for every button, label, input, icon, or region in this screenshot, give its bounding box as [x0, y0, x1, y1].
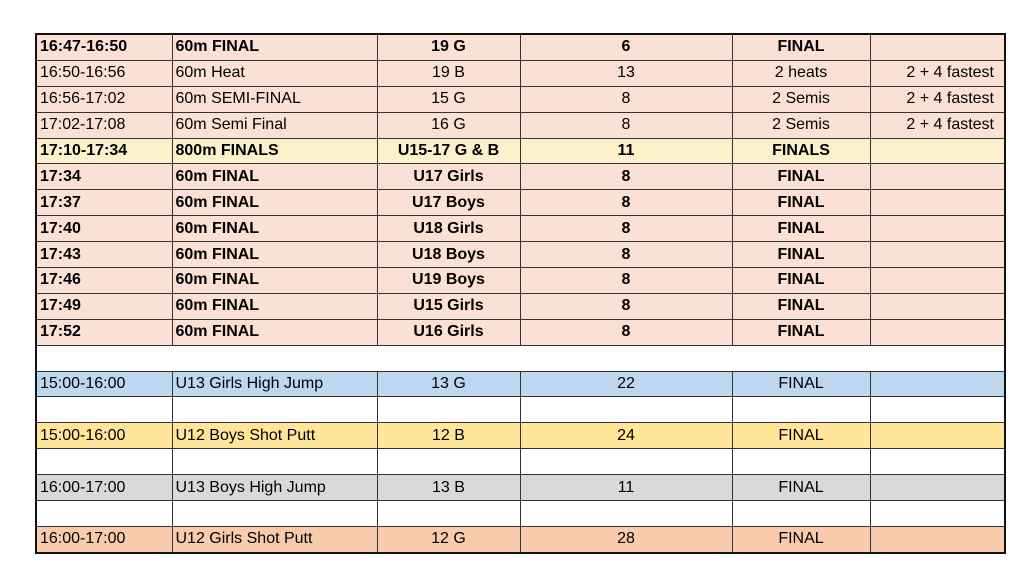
note-cell: [870, 371, 1005, 397]
round-cell: [732, 397, 870, 423]
group-cell: [377, 501, 520, 527]
event-cell: 60m FINAL: [172, 242, 377, 268]
schedule-row: [36, 475, 1005, 501]
time-cell: 16:00-17:00: [36, 475, 172, 501]
note-cell: [870, 34, 1005, 60]
schedule-row: [36, 423, 1005, 449]
round-cell: [732, 501, 870, 527]
count-cell: 6: [520, 34, 732, 60]
group-cell: [377, 449, 520, 475]
time-cell: [36, 449, 172, 475]
count-cell: 24: [520, 423, 732, 449]
round-cell: FINAL: [732, 242, 870, 268]
count-cell: 8: [520, 190, 732, 216]
group-cell: 16 G: [377, 112, 520, 138]
spacer-row: [36, 345, 1005, 371]
group-cell: 19 G: [377, 34, 520, 60]
schedule-row: [36, 34, 1005, 60]
note-cell: [870, 216, 1005, 242]
schedule-row: [36, 164, 1005, 190]
note-cell: [870, 190, 1005, 216]
count-cell: [520, 449, 732, 475]
count-cell: 11: [520, 138, 732, 164]
count-cell: 8: [520, 164, 732, 190]
schedule-row: [36, 86, 1005, 112]
round-cell: FINAL: [732, 293, 870, 319]
round-cell: FINAL: [732, 164, 870, 190]
group-cell: U18 Boys: [377, 242, 520, 268]
time-cell: 17:52: [36, 319, 172, 345]
count-cell: [520, 397, 732, 423]
schedule-row: [36, 268, 1005, 294]
count-cell: 22: [520, 371, 732, 397]
event-cell: 60m FINAL: [172, 216, 377, 242]
note-cell: [870, 164, 1005, 190]
note-cell: 2 + 4 fastest: [870, 86, 1005, 112]
event-cell: [172, 449, 377, 475]
time-cell: 17:10-17:34: [36, 138, 172, 164]
count-cell: 13: [520, 60, 732, 86]
note-cell: [870, 319, 1005, 345]
group-cell: 12 B: [377, 423, 520, 449]
count-cell: 8: [520, 293, 732, 319]
time-cell: 17:46: [36, 268, 172, 294]
note-cell: [870, 501, 1005, 527]
event-cell: U12 Girls Shot Putt: [172, 526, 377, 552]
count-cell: [520, 501, 732, 527]
note-cell: [870, 449, 1005, 475]
round-cell: FINAL: [732, 216, 870, 242]
event-cell: 60m FINAL: [172, 268, 377, 294]
event-cell: [172, 501, 377, 527]
round-cell: FINAL: [732, 423, 870, 449]
time-cell: 17:40: [36, 216, 172, 242]
time-cell: 17:49: [36, 293, 172, 319]
note-cell: [870, 475, 1005, 501]
count-cell: 8: [520, 242, 732, 268]
round-cell: FINAL: [732, 475, 870, 501]
schedule-row: [36, 449, 1005, 475]
time-cell: 17:43: [36, 242, 172, 268]
round-cell: 2 Semis: [732, 112, 870, 138]
group-cell: U18 Girls: [377, 216, 520, 242]
event-cell: 60m FINAL: [172, 34, 377, 60]
event-cell: U13 Boys High Jump: [172, 475, 377, 501]
count-cell: 8: [520, 268, 732, 294]
event-cell: U13 Girls High Jump: [172, 371, 377, 397]
time-cell: 17:37: [36, 190, 172, 216]
spacer-cell: [36, 345, 1005, 371]
event-cell: 60m SEMI-FINAL: [172, 86, 377, 112]
note-cell: [870, 242, 1005, 268]
group-cell: 19 B: [377, 60, 520, 86]
note-cell: [870, 268, 1005, 294]
event-cell: 60m FINAL: [172, 190, 377, 216]
schedule-row: [36, 190, 1005, 216]
event-cell: U12 Boys Shot Putt: [172, 423, 377, 449]
time-cell: [36, 397, 172, 423]
group-cell: U17 Girls: [377, 164, 520, 190]
schedule-row: [36, 526, 1005, 552]
count-cell: 11: [520, 475, 732, 501]
count-cell: 8: [520, 86, 732, 112]
group-cell: 15 G: [377, 86, 520, 112]
schedule-table: [35, 33, 1006, 554]
time-cell: [36, 501, 172, 527]
schedule-row: [36, 60, 1005, 86]
event-cell: 60m Heat: [172, 60, 377, 86]
time-cell: 16:00-17:00: [36, 526, 172, 552]
schedule-row: [36, 138, 1005, 164]
event-cell: 60m FINAL: [172, 164, 377, 190]
group-cell: 13 G: [377, 371, 520, 397]
schedule-row: [36, 216, 1005, 242]
round-cell: FINAL: [732, 34, 870, 60]
time-cell: 17:34: [36, 164, 172, 190]
event-cell: [172, 397, 377, 423]
count-cell: 8: [520, 112, 732, 138]
group-cell: U17 Boys: [377, 190, 520, 216]
note-cell: [870, 138, 1005, 164]
event-cell: 60m Semi Final: [172, 112, 377, 138]
group-cell: [377, 397, 520, 423]
round-cell: FINAL: [732, 526, 870, 552]
group-cell: U15 Girls: [377, 293, 520, 319]
schedule-row: [36, 371, 1005, 397]
group-cell: U15-17 G & B: [377, 138, 520, 164]
round-cell: 2 Semis: [732, 86, 870, 112]
schedule-row: [36, 397, 1005, 423]
note-cell: [870, 423, 1005, 449]
note-cell: 2 + 4 fastest: [870, 60, 1005, 86]
count-cell: 8: [520, 319, 732, 345]
group-cell: U16 Girls: [377, 319, 520, 345]
note-cell: 2 + 4 fastest: [870, 112, 1005, 138]
note-cell: [870, 397, 1005, 423]
event-cell: 60m FINAL: [172, 319, 377, 345]
event-cell: 800m FINALS: [172, 138, 377, 164]
round-cell: FINALS: [732, 138, 870, 164]
round-cell: FINAL: [732, 319, 870, 345]
schedule-body: [36, 34, 1005, 553]
round-cell: FINAL: [732, 371, 870, 397]
round-cell: FINAL: [732, 268, 870, 294]
round-cell: FINAL: [732, 190, 870, 216]
count-cell: 8: [520, 216, 732, 242]
count-cell: 28: [520, 526, 732, 552]
schedule-row: [36, 293, 1005, 319]
group-cell: 13 B: [377, 475, 520, 501]
schedule-row: [36, 319, 1005, 345]
time-cell: 15:00-16:00: [36, 371, 172, 397]
schedule-row: [36, 501, 1005, 527]
event-cell: 60m FINAL: [172, 293, 377, 319]
note-cell: [870, 293, 1005, 319]
group-cell: U19 Boys: [377, 268, 520, 294]
schedule-row: [36, 112, 1005, 138]
time-cell: 16:47-16:50: [36, 34, 172, 60]
round-cell: 2 heats: [732, 60, 870, 86]
time-cell: 16:50-16:56: [36, 60, 172, 86]
time-cell: 17:02-17:08: [36, 112, 172, 138]
time-cell: 16:56-17:02: [36, 86, 172, 112]
group-cell: 12 G: [377, 526, 520, 552]
time-cell: 15:00-16:00: [36, 423, 172, 449]
schedule-row: [36, 242, 1005, 268]
round-cell: [732, 449, 870, 475]
note-cell: [870, 526, 1005, 552]
